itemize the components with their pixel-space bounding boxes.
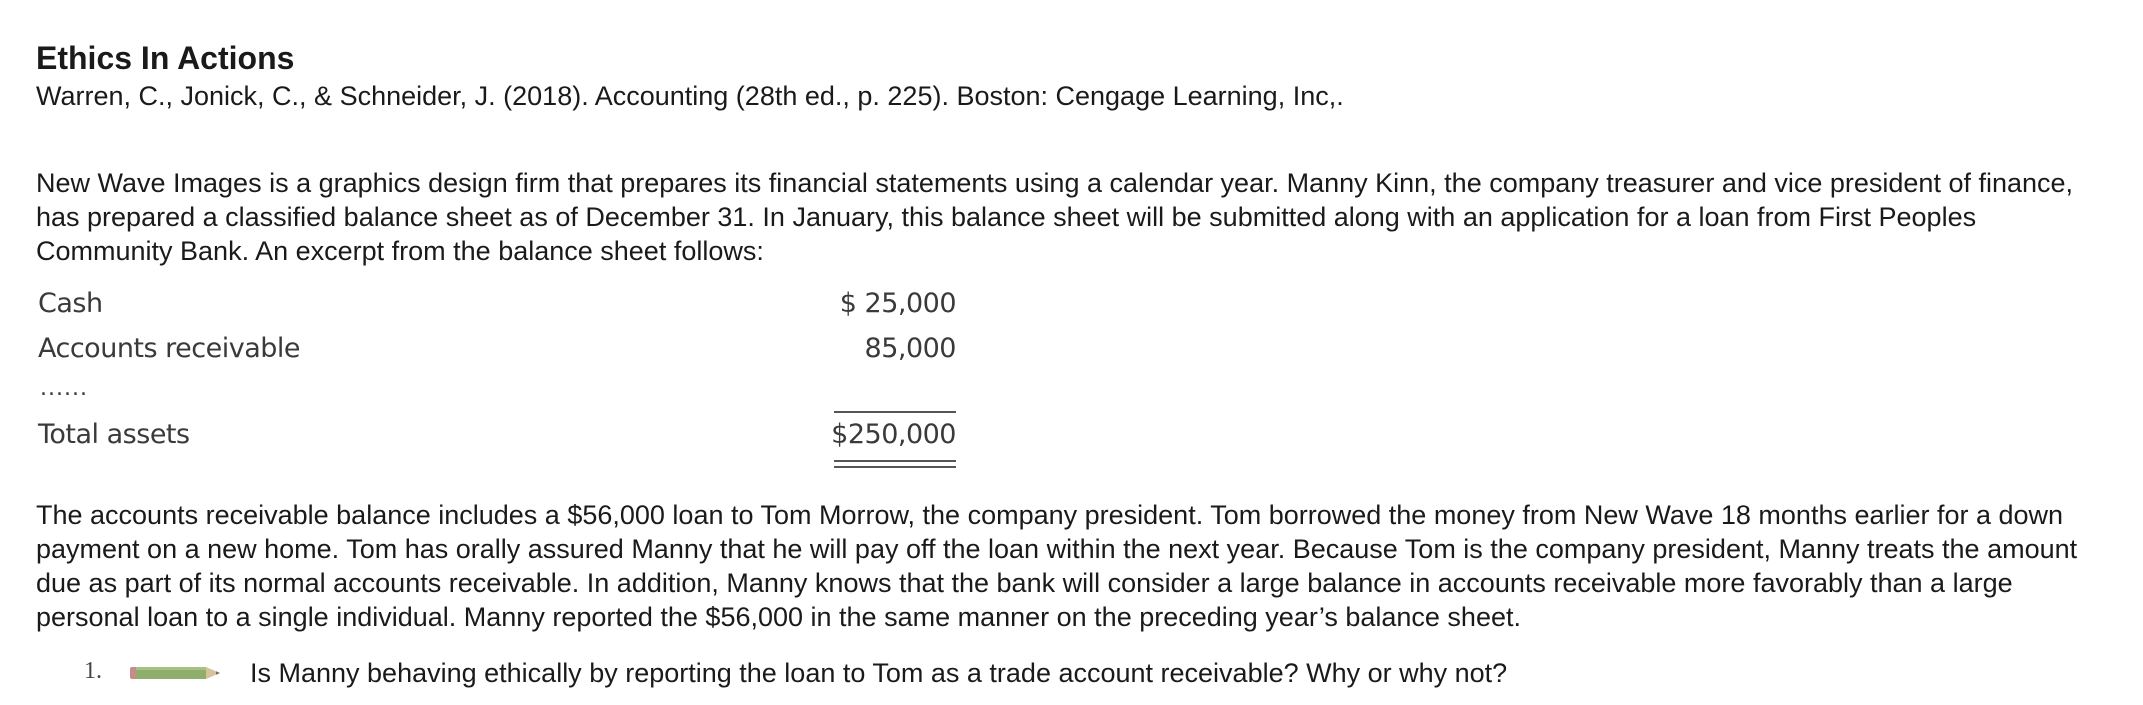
intro-paragraph: New Wave Images is a graphics design firm that prepares its financial statements using a calendar year. Manny Kinn, the company treasurer and vice president of finance, has prepared a classified balance sheet as of December 31. In January, this balance sheet will be submitted along with an application for a loan from First Peoples Community Bank. An excerpt from the balance sheet follows: [36,168,2074,266]
body-paragraph: The accounts receivable balance includes a $56,000 loan to Tom Morrow, the company president. Tom borrowed the money from New Wave 18 months earlier for a down payment on a new home. Tom has orally assured Manny that he will pay off the loan within the next year. Because Tom is the company president, Manny treats the amount due as part of its normal accounts receivable. In addition, Manny knows that the bank will consider a large balance in accounts receivable more favorably than a large personal loan to a single individual. Manny reported the $56,000 in the same manner on the preceding year’s balance sheet. [36,500,2078,632]
balance-ellipsis: ...... [40,376,88,401]
pencil-icon[interactable] [128,664,224,682]
citation: Warren, C., Jonick, C., & Schneider, J. (2018). Accounting (28th ed., p. 225). Boston: Cengage Learning, Inc,. [36,81,1344,111]
balance-total-amount: $250,000 [831,419,956,450]
document [36,38,2116,692]
balance-row-label-accounts-receivable: Accounts receivable [38,333,301,364]
total-double-rule [834,460,956,468]
subtotal-rule [834,411,956,413]
page-title: Ethics In Actions [36,40,295,76]
balance-row-amount-cash: $ 25,000 [839,288,956,319]
balance-row-label-cash: Cash [38,288,103,319]
balance-row-amount-accounts-receivable: 85,000 [864,333,956,364]
question-item [36,656,2116,692]
question-text: Is Manny behaving ethically by reporting the loan to Tom as a trade account receivable? Why or why not? [250,658,1508,688]
balance-total-label: Total assets [38,419,190,450]
balance-sheet-excerpt [36,274,956,484]
question-number: 1. [84,658,102,684]
